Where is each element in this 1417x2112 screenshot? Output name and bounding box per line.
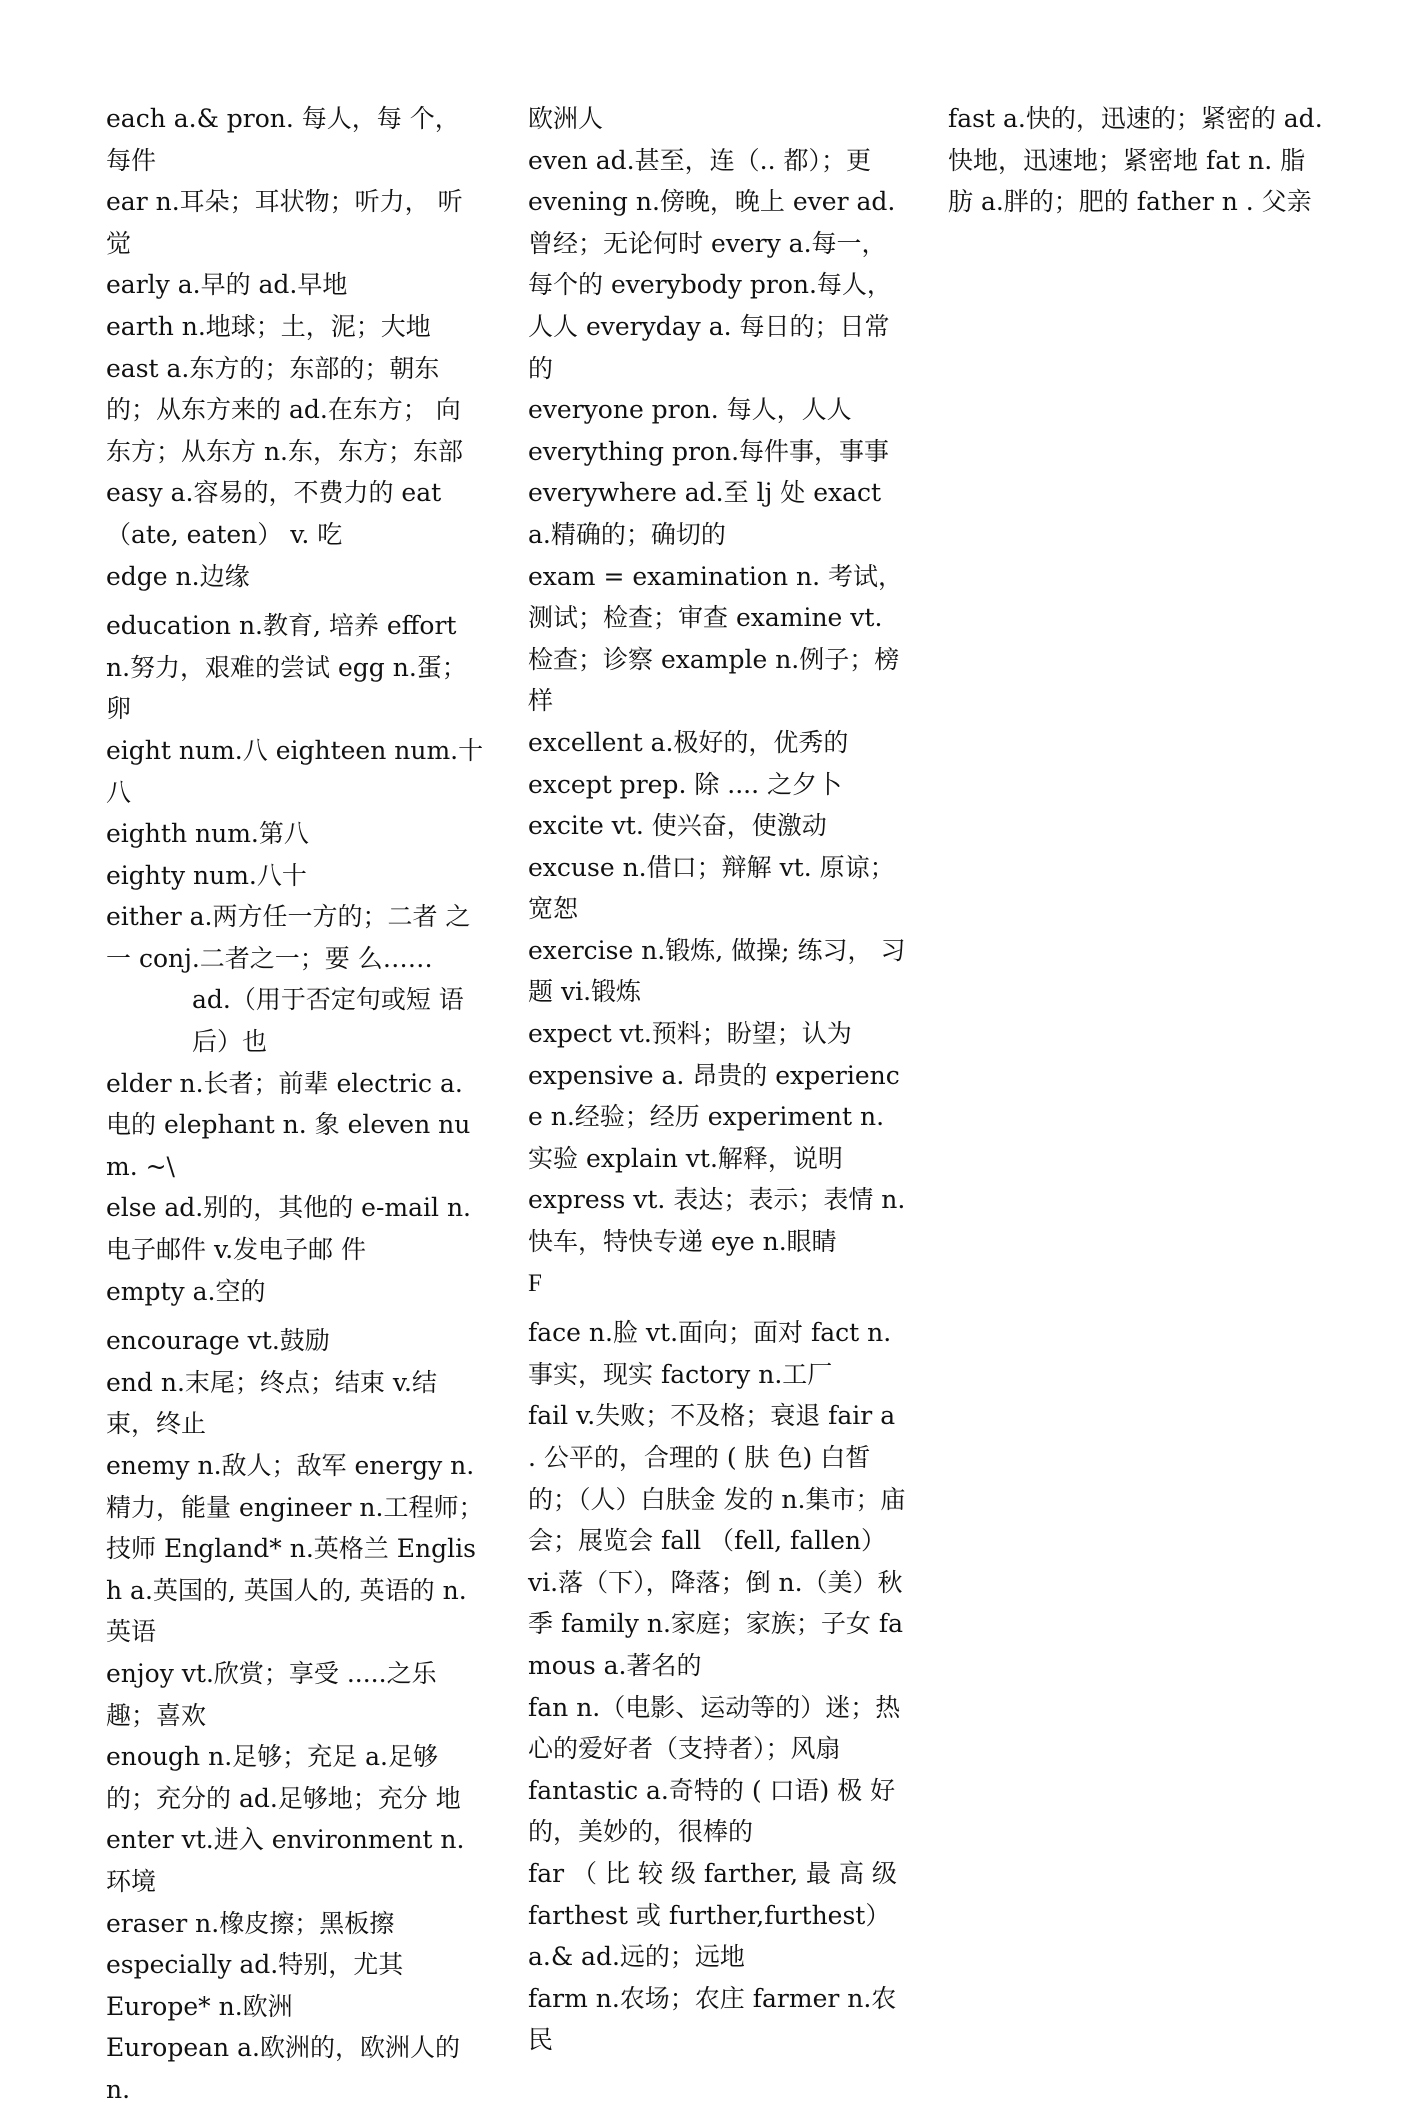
entry-fast: fast a.快的，迅速的；紧密的 ad.快地，迅速地；紧密地 fat n. 脂肪 a.胖的；肥的 father n . 父亲 bbox=[948, 104, 1323, 217]
column-1 bbox=[106, 98, 484, 2111]
entry-encourage: encourage vt.鼓励 bbox=[106, 1326, 330, 1356]
entry-face: face n.脸 vt.面向；面对 fact n.事实，现实 factory n.工厂 bbox=[528, 1318, 892, 1389]
entry-else: else ad.别的，其他的 e-mail n.电子邮件 v.发电子邮 件 bbox=[106, 1193, 472, 1265]
entry-fantastic: fantastic a.奇特的 ( 口语) 极 好的，美妙的，很棒的 bbox=[528, 1775, 896, 1847]
entry-education: education n.教育, 培养 effort n.努力，艰难的尝试 egg n.蛋；卵 bbox=[106, 611, 467, 724]
entry-farm: farm n.农场；农庄 farmer n.农民 bbox=[528, 1983, 897, 2055]
entry-excuse: excuse n.借口；辩解 vt. 原谅；宽恕 bbox=[528, 852, 895, 924]
entry-earth: earth n.地球；土，泥；大地 bbox=[106, 311, 431, 341]
section-letter-f: F bbox=[528, 1269, 542, 1297]
column-2 bbox=[528, 98, 906, 2061]
entry-excite: excite vt. 使兴奋，使激动 bbox=[528, 811, 827, 841]
entry-everyone: everyone pron. 每人，人人 bbox=[528, 395, 852, 425]
entry-enough: enough n.足够；充足 a.足够的；充分的 ad.足够地；充分 地 bbox=[106, 1742, 461, 1813]
entry-fan: fan n.（电影、运动等的）迷；热心的爱好者（支持者）；风扇 bbox=[528, 1692, 901, 1764]
entry-expensive: expensive a. 昂贵的 experience n.经验；经历 experiment n. 实验 explain vt.解释，说明 bbox=[528, 1060, 900, 1173]
entry-europe: Europe* n.欧洲 bbox=[106, 1991, 293, 2021]
entry-enjoy: enjoy vt.欣赏；享受 .....之乐趣；喜欢 bbox=[106, 1658, 437, 1730]
entry-expect: expect vt.预料；盼望；认为 bbox=[528, 1019, 852, 1049]
entry-edge: edge n.边缘 bbox=[106, 561, 250, 591]
entry-eighth: eighth num.第八 bbox=[106, 819, 309, 849]
entry-european-continued: 欧洲人 bbox=[528, 104, 604, 133]
entry-eight: eight num.八 eighteen num.十八 bbox=[106, 735, 484, 807]
entry-elder: elder n.长者；前辈 electric a.电的 elephant n. 象 eleven num. ~\ bbox=[106, 1068, 471, 1181]
entry-except: except prep. 除 .... 之夕卜 bbox=[528, 769, 843, 799]
entry-ear: ear n.耳朵；耳状物；听力， 听觉 bbox=[106, 187, 463, 258]
entry-fail: fail v.失败；不及格；衰退 fair a . 公平的，合理的 ( 肤 色) 白皙的；（人）白肤金 发的 n.集市；庙会；展览会 fall （fell, fallen） vi.落（下），降落；倒 n.（美）秋季 family n.家庭；家族；子女 famous a.著名的 bbox=[528, 1401, 906, 1680]
entry-express: express vt. 表达；表示；表情 n.快车，特快专递 eye n.眼睛 bbox=[528, 1185, 906, 1257]
entry-enter: enter vt.进入 environment n.环境 bbox=[106, 1825, 465, 1896]
entry-each: each a.& pron. 每人，每 个，每件 bbox=[106, 104, 460, 175]
entry-end: end n.末尾；终点；结束 v.结束，终止 bbox=[106, 1367, 437, 1439]
entry-eighty: eighty num.八十 bbox=[106, 860, 307, 890]
entry-empty: empty a.空的 bbox=[106, 1276, 266, 1306]
entry-exam: exam = examination n. 考试， 测试；检查；审查 examine vt.检查；诊察 example n.例子；榜样 bbox=[528, 561, 903, 716]
entry-east: east a.东方的；东部的；朝东的；从东方来的 ad.在东方； 向东方；从东方 n.东，东方；东部 bbox=[106, 353, 463, 466]
column-3 bbox=[948, 98, 1326, 223]
entry-everything: everything pron.每件事，事事 bbox=[528, 436, 890, 466]
entry-eraser: eraser n.橡皮擦；黑板擦 bbox=[106, 1908, 395, 1938]
entry-european: European a.欧洲的，欧洲人的 n. bbox=[106, 2033, 460, 2104]
entry-easy: easy a.容易的，不费力的 eat （ate, eaten） v. 吃 bbox=[106, 478, 442, 549]
entry-excellent: excellent a.极好的，优秀的 bbox=[528, 727, 849, 757]
entry-evening: evening n.傍晚，晚上 ever ad.曾经；无论何时 every a.每一，每个的 everybody pron.每人，人人 everyday a. 每日的；日常的 bbox=[528, 187, 896, 383]
entry-exercise: exercise n.锻炼, 做操; 练习， 习题 vi.锻炼 bbox=[528, 935, 906, 1007]
entry-either-adverb: ad.（用于否定句或短 语后）也 bbox=[192, 985, 464, 1057]
entry-even: even ad.甚至，连（.. 都）；更 bbox=[528, 145, 871, 175]
entry-especially: especially ad.特别，尤其 bbox=[106, 1950, 404, 1980]
entry-either: either a.两方任一方的；二者 之一 conj.二者之一；要 么…… bbox=[106, 902, 471, 973]
entry-far: far （ 比 较 级 farther, 最 高 级 farthest 或 further,furthest） a.& ad.远的；远地 bbox=[528, 1858, 897, 1972]
entry-early: early a.早的 ad.早地 bbox=[106, 270, 348, 300]
entry-everywhere: everywhere ad.至 lj 处 exact a.精确的；确切的 bbox=[528, 478, 882, 549]
entry-enemy: enemy n.敌人；敌军 energy n.精力，能量 engineer n.工程师；技师 England* n.英格兰 English a.英国的, 英国人的, 英语的 n.英语 bbox=[106, 1451, 484, 1647]
